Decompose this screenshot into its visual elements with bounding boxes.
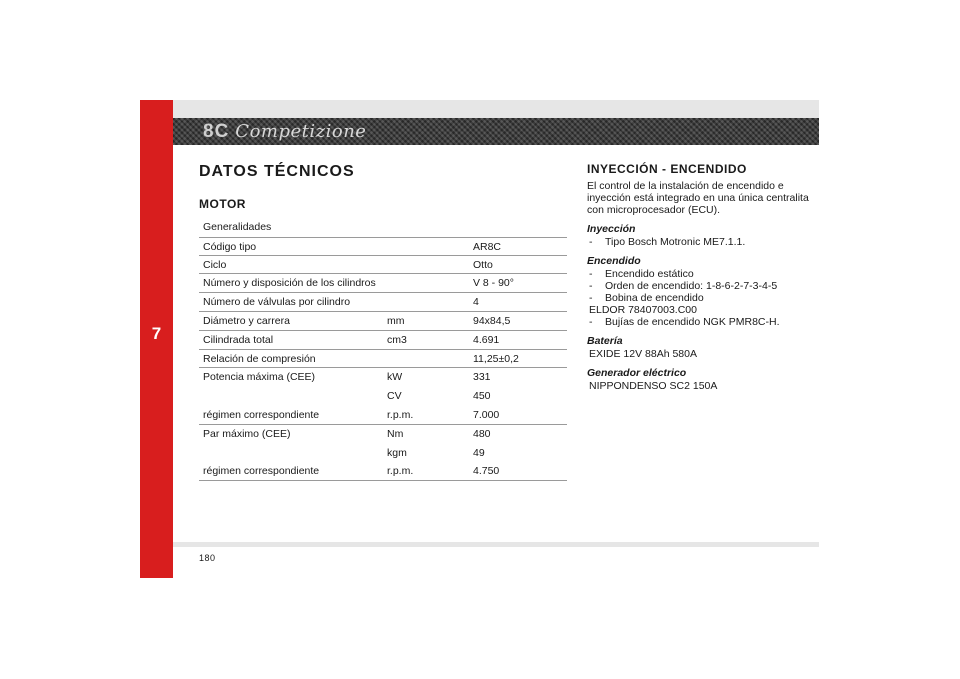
spec-label: Ciclo	[203, 258, 227, 271]
chapter-number: 7	[151, 324, 162, 343]
logo-script: Competizione	[235, 121, 367, 142]
table-row	[199, 387, 567, 406]
table-row	[199, 293, 567, 312]
spec-value: 11,25±0,2	[473, 352, 519, 365]
brand-logo	[203, 120, 383, 143]
spec-label: Potencia máxima (CEE)	[203, 371, 316, 384]
table-row	[199, 274, 567, 293]
spec-unit: r.p.m.	[387, 408, 414, 421]
bullet-dash: -	[589, 236, 593, 248]
spec-value: 4.691	[473, 333, 500, 346]
spec-label: régimen correspondiente	[203, 408, 320, 421]
bullet-dash: -	[589, 316, 593, 328]
spec-value: 331	[473, 371, 491, 384]
battery-value: EXIDE 12V 88Ah 580A	[589, 348, 697, 360]
list-item	[587, 280, 819, 292]
table-row	[199, 331, 567, 350]
spec-value: 4.750	[473, 465, 500, 478]
intro-line: inyección está integrado en una única centralita	[587, 192, 809, 204]
list-item-text: Orden de encendido: 1-8-6-2-7-3-4-5	[605, 280, 778, 292]
section-title: MOTOR	[199, 197, 246, 211]
table-row	[199, 406, 567, 425]
table-row	[199, 256, 567, 275]
spec-value: 450	[473, 390, 491, 403]
generator-value: NIPPONDENSO SC2 150A	[589, 380, 718, 392]
bullet-dash: -	[589, 280, 593, 292]
list-item	[587, 316, 819, 328]
list-item-text: Tipo Bosch Motronic ME7.1.1.	[605, 236, 746, 248]
spec-table	[199, 218, 567, 481]
list-item-text: Bujías de encendido NGK PMR8C-H.	[605, 316, 780, 328]
spec-label: Código tipo	[203, 240, 257, 253]
header-strip	[173, 100, 819, 118]
spec-label: Número de válvulas por cilindro	[203, 296, 351, 309]
spec-value: Otto	[473, 258, 493, 271]
spec-label: Relación de compresión	[203, 352, 316, 365]
spec-unit: r.p.m.	[387, 465, 414, 478]
ignition-coil-code: ELDOR 78407003.C00	[589, 304, 697, 316]
logo-letters: 8C	[203, 120, 230, 142]
table-row	[199, 350, 567, 369]
spec-unit: cm3	[387, 333, 407, 346]
spec-label: Diámetro y carrera	[203, 314, 290, 327]
spec-label: régimen correspondiente	[203, 465, 320, 478]
spec-unit: CV	[387, 390, 402, 403]
intro-line: con microprocesador (ECU).	[587, 204, 721, 216]
spec-label: Número y disposición de los cilindros	[203, 277, 376, 290]
battery-heading: Batería	[587, 335, 623, 347]
table-row	[199, 218, 567, 237]
spec-value: V 8 - 90°	[473, 277, 514, 290]
generator-heading: Generador eléctrico	[587, 367, 687, 379]
spec-value: 4	[473, 296, 479, 309]
table-row	[199, 444, 567, 463]
injection-heading: Inyección	[587, 223, 636, 235]
list-item-text: Encendido estático	[605, 268, 694, 280]
table-row	[199, 237, 567, 256]
list-item	[587, 236, 819, 248]
spec-unit: kgm	[387, 446, 407, 459]
table-row	[199, 368, 567, 387]
injection-ignition-title: INYECCIÓN - ENCENDIDO	[587, 162, 747, 176]
page-title: DATOS TÉCNICOS	[199, 163, 355, 180]
intro-line: El control de la instalación de encendido e	[587, 180, 784, 192]
list-item-text: Bobina de encendido	[605, 292, 704, 304]
bullet-dash: -	[589, 268, 593, 280]
bullet-dash: -	[589, 292, 593, 304]
footer-strip	[173, 542, 819, 547]
page-number: 180	[199, 553, 216, 563]
brand-banner	[173, 118, 819, 145]
table-row	[199, 425, 567, 444]
spec-value: 480	[473, 427, 491, 440]
spec-label: Cilindrada total	[203, 333, 274, 346]
list-item	[587, 292, 819, 304]
spec-value: AR8C	[473, 240, 502, 253]
spec-label: Par máximo (CEE)	[203, 427, 291, 440]
spec-value: 49	[473, 446, 485, 459]
spec-value: 94x84,5	[473, 314, 511, 327]
spec-value: 7.000	[473, 408, 500, 421]
chapter-tab	[140, 100, 173, 578]
spec-unit: Nm	[387, 427, 404, 440]
table-row	[199, 462, 567, 481]
list-item	[587, 268, 819, 280]
spec-unit: mm	[387, 314, 405, 327]
spec-label: Generalidades	[203, 221, 272, 233]
ignition-heading: Encendido	[587, 255, 641, 267]
injection-ignition-section	[587, 162, 819, 392]
table-row	[199, 312, 567, 331]
spec-unit: kW	[387, 371, 403, 384]
